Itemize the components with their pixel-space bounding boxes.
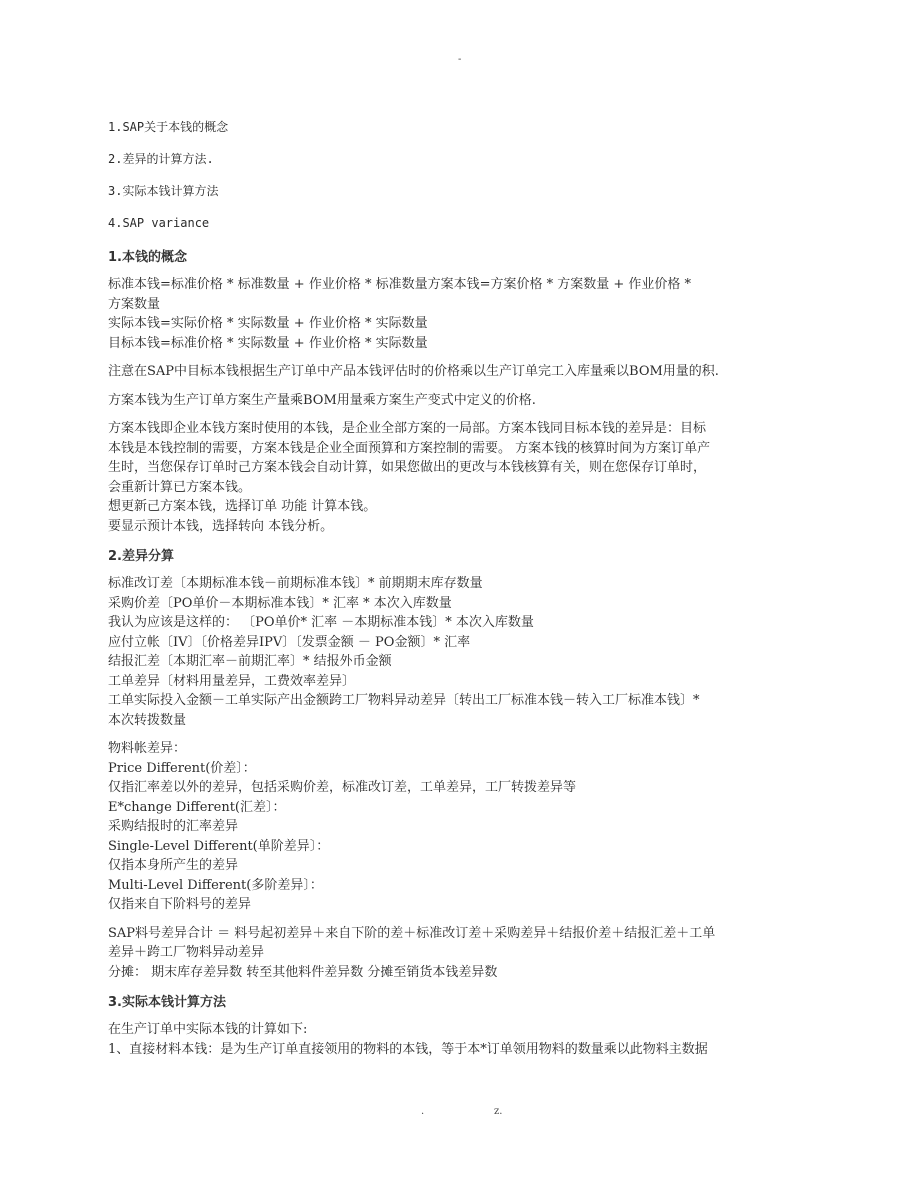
- cost-formulas: [108, 275, 820, 353]
- paragraph-line: 本钱是本钱控制的需要，方案本钱是企业全面预算和方案控制的需要。 方案本钱的核算时间为方案订单产: [108, 440, 711, 456]
- document-body: [108, 118, 820, 1068]
- formula-line: 目标本钱=标准价格 * 实际数量 + 作业价格 * 实际数量: [108, 335, 428, 351]
- paragraph-line: 方案本钱即企业本钱方案时使用的本钱，是企业全部方案的一局部。方案本钱同目标本钱的差异是：目标: [108, 421, 707, 436]
- formula-line: 实际本钱=实际价格 * 实际数量 + 作业价格 * 实际数量: [108, 316, 428, 331]
- variance-line: 应付立帐〔IV〕〔价格差异IPV〕〔发票金额 － PO金额〕* 汇率: [108, 634, 471, 650]
- material-line: Multi-Level Different(多阶差异〕：: [108, 877, 323, 893]
- toc-item-1: 1.SAP关于本钱的概念: [108, 120, 229, 134]
- section-2-title: 2.差异分算: [108, 549, 174, 564]
- footer-mark-right: z.: [494, 1106, 503, 1117]
- material-line: 物料帐差异：: [108, 741, 187, 756]
- formula-line: 标准本钱=标准价格 * 标准数量 + 作业价格 * 标准数量方案本钱=方案价格 * 方案数量 + 作业价格 *: [108, 277, 692, 292]
- method-line: 在生产订单中实际本钱的计算如下:: [108, 1022, 308, 1037]
- material-line: Price Different(价差〕：: [108, 760, 256, 776]
- paragraph-line: 想更新己方案本钱，选择订单 功能 计算本钱。: [108, 499, 377, 514]
- variance-line: 标准改订差〔本期标准本钱－前期标准本钱〕* 前期期末库存数量: [108, 576, 483, 591]
- table-of-contents: [108, 118, 820, 232]
- variance-line: 工单实际投入金额－工单实际产出金额跨工厂物料异动差异〔转出工厂标准本钱－转入工厂标准本钱〕*: [108, 693, 700, 708]
- material-line: 仅指汇率差以外的差异，包括采购价差，标准改订差，工单差异，工厂转拨差异等: [108, 780, 577, 795]
- target-cost-note: 注意在SAP中目标本钱根据生产订单中产品本钱评估时的价格乘以生产订单完工入库量乘以BOM用量的积.: [108, 364, 719, 379]
- variance-line: 本次转拨数量: [108, 712, 187, 728]
- variance-line: 我认为应该是这样的： 〔PO单价* 汇率 －本期标准本钱〕* 本次入库数量: [108, 615, 534, 630]
- sum-line: 分摊： 期末库存差异数 转至其他料件差异数 分摊至销货本钱差异数: [108, 964, 498, 980]
- toc-item-4: 4.SAP variance: [108, 216, 210, 230]
- sum-line: SAP料号差异合计 ＝ 料号起初差异＋来自下阶的差＋标准改订差＋采购差异＋结报价差＋结报汇差＋工单: [108, 925, 716, 941]
- sum-line: 差异＋跨工厂物料异动差异: [108, 945, 265, 960]
- material-line: 仅指来自下阶料号的差异: [108, 897, 252, 912]
- actual-cost-method: [108, 1020, 820, 1059]
- toc-item-2: 2.差异的计算方法.: [108, 152, 214, 166]
- material-line: 仅指本身所产生的差异: [108, 858, 239, 873]
- paragraph-line: 要显示预计本钱，选择转向 本钱分析。: [108, 518, 334, 534]
- footer-mark-left: .: [421, 1106, 425, 1117]
- material-ledger-variances: [108, 739, 820, 915]
- paragraph-line: 生时，当您保存订单时己方案本钱会自动计算，如果您做出的更改与本钱核算有关，则在您保存订单时，: [108, 460, 707, 475]
- section-3-title: 3.实际本钱计算方法: [108, 995, 226, 1010]
- variance-list: [108, 574, 820, 730]
- material-line: Single-Level Different(单阶差异〕：: [108, 838, 330, 854]
- method-line: 1、直接材料本钱：是为生产订单直接领用的物料的本钱，等于本*订单领用物料的数量乘以此物料主数据: [108, 1041, 708, 1057]
- section-1-title: 1.本钱的概念: [108, 250, 187, 265]
- variance-sum: [108, 924, 820, 983]
- formula-line: 方案数量: [108, 296, 161, 312]
- variance-line: 采购价差〔PO单价－本期标准本钱〕* 汇率 * 本次入库数量: [108, 595, 452, 611]
- material-line: 采购结报时的汇率差异: [108, 819, 239, 834]
- plan-cost-paragraph: [108, 419, 820, 536]
- paragraph-line: 会重新计算已方案本钱。: [108, 479, 252, 495]
- material-line: E*change Different(汇差〕：: [108, 799, 286, 815]
- toc-item-3: 3.实际本钱计算方法: [108, 184, 219, 198]
- variance-line: 工单差异〔材料用量差异，工费效率差异〕: [108, 673, 356, 689]
- plan-cost-note: 方案本钱为生产订单方案生产量乘BOM用量乘方案生产变式中定义的价格.: [108, 392, 536, 408]
- header-mark: -: [458, 54, 462, 65]
- variance-line: 结报汇差〔本期汇率－前期汇率〕* 结报外币金额: [108, 654, 392, 669]
